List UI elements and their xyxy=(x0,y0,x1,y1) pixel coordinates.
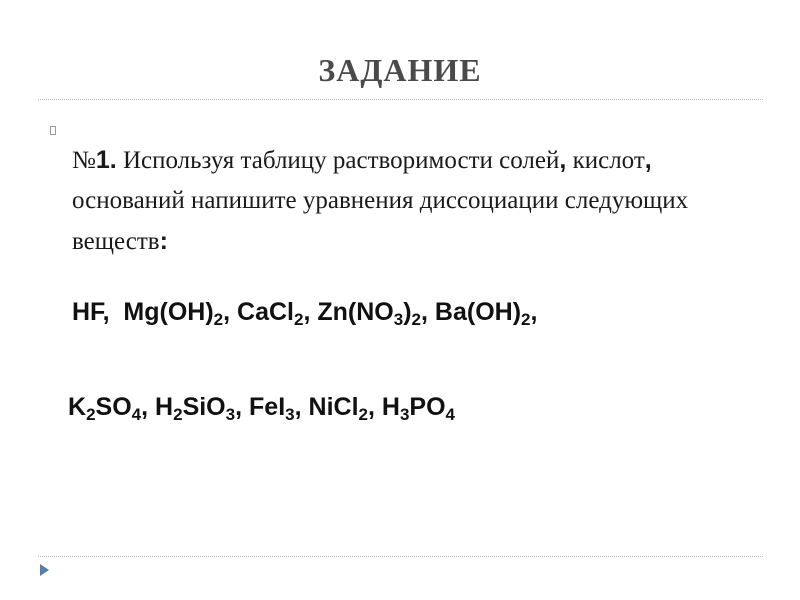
task-text-part2: кислот xyxy=(566,147,645,174)
task-comma-1: , xyxy=(559,146,567,174)
chemical-formula: $Mg(OH)_2$ xyxy=(123,298,224,329)
chemical-formula: $Zn(NO_3)_2$ xyxy=(317,298,422,329)
task-text xyxy=(72,140,762,262)
chemical-formula: CaCl$_2$ xyxy=(237,298,304,329)
task-number: 1. xyxy=(95,146,117,174)
task-number-prefix: № xyxy=(72,147,96,174)
chemical-formula: $H_2SiO_3$ xyxy=(155,393,236,424)
formulas-line-1 xyxy=(72,298,537,327)
chemical-formula: $K_2SO_4$ xyxy=(68,393,142,424)
formula-separator: , xyxy=(367,393,382,421)
task-colon: : xyxy=(159,227,168,255)
bottom-divider xyxy=(38,556,763,557)
formula-separator: , xyxy=(223,298,238,326)
formulas-line-2 xyxy=(68,393,455,422)
chemical-formula: NiCl$_2$ xyxy=(308,393,368,424)
task-comma-2: , xyxy=(644,146,652,174)
formula-separator: , xyxy=(141,393,156,421)
bullet-placeholder-icon xyxy=(50,126,56,135)
chemical-formula: FeI$_3$ xyxy=(249,393,295,424)
top-divider xyxy=(38,99,763,100)
chemical-formula: HF xyxy=(72,298,103,326)
formula-separator: , xyxy=(421,298,435,326)
formula-separator: , xyxy=(294,393,309,421)
formula-separator: , xyxy=(530,298,538,326)
chemical-formula: $H_3PO_4$ xyxy=(381,393,456,424)
formula-separator: , xyxy=(102,298,124,326)
chemical-formula: $Ba(OH)_2$ xyxy=(434,298,531,329)
formula-separator: , xyxy=(235,393,250,421)
task-text-part3: оснований напишите уравнения диссоциации следующих веществ xyxy=(72,187,689,255)
slide-title: ЗАДАНИЕ xyxy=(318,52,482,88)
task-text-part1: Используя таблицу растворимости солей xyxy=(116,147,560,174)
nav-arrow-icon[interactable] xyxy=(40,564,49,576)
formula-separator: , xyxy=(303,298,318,326)
